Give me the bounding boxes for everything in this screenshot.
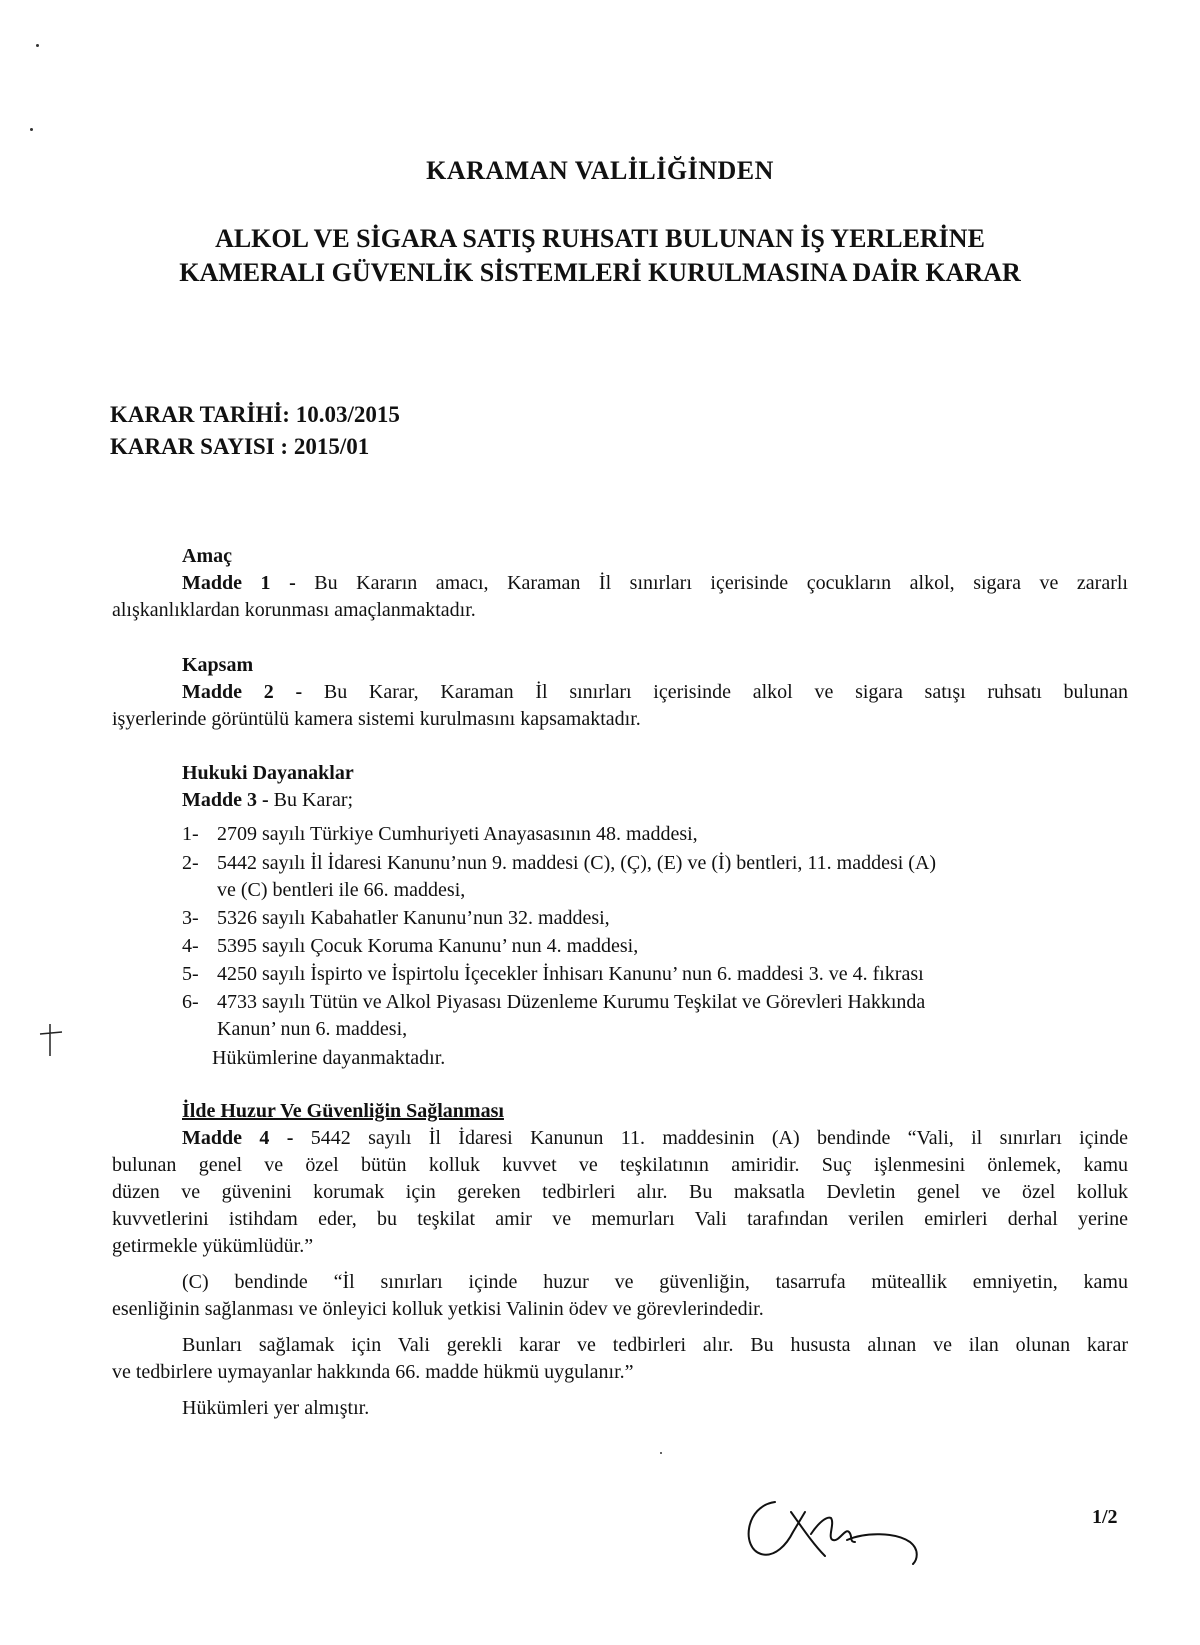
legal-basis-num: 2- [182,852,199,874]
scan-speck [660,1452,662,1454]
article-2-text: Bu Karar, Karaman İl sınırları içerisinde alkol ve sigara satışı ruhsatı bulunan [323,681,1128,703]
legal-basis-item: 5395 sayılı Çocuk Koruma Kanunu’ nun 4. maddesi, [217,935,639,957]
paragraph-c-line-1: (C) bendinde “İl sınırları içinde huzur ve güvenliğin, tasarrufa müteallik emniyetin, kamu [182,1271,1128,1293]
section-heading-huzur: İlde Huzur Ve Güvenliğin Sağlanması [182,1100,504,1122]
article-2-line-2: işyerlerinde görüntülü kamera sistemi kurulmasını kapsamaktadır. [112,708,641,730]
legal-basis-item: 5442 sayılı İl İdaresi Kanunu’nun 9. maddesi (C), (Ç), (E) ve (İ) bentleri, 11. maddesi (A) [217,852,937,874]
legal-basis-num: 4- [182,935,199,957]
decision-number [110,434,369,460]
legal-basis-item-cont: ve (C) bentleri ile 66. maddesi, [217,879,466,901]
scan-speck [30,128,33,131]
paragraph-3-line-2: ve tedbirlere uymayanlar hakkında 66. madde hükmü uygulanır.” [112,1361,634,1383]
article-4-line-4: kuvvetlerini istihdam eder, bu teşkilat amir ve memurları Vali tarafından verilen emirleri derhal yerine [112,1208,1128,1230]
legal-basis-item: 4733 sayılı Tütün ve Alkol Piyasası Düzenleme Kurumu Teşkilat ve Görevleri Hakkında [217,991,926,1013]
paragraph-c-line-2: esenliğinin sağlanması ve önleyici kolluk yetkisi Valinin ödev ve görevlerindedir. [112,1298,764,1320]
article-1-line-2: alışkanlıklardan korunması amaçlanmaktadır. [112,599,476,621]
article-4-line-2: bulunan genel ve özel bütün kolluk kuvvet ve teşkilatının amiridir. Suç işlenmesini önlemek, kamu [112,1154,1128,1176]
scan-speck [36,44,39,47]
section-heading-hukuki: Hukuki Dayanaklar [182,762,354,784]
article-3-intro: Bu Karar; [273,789,354,811]
signature [735,1492,935,1572]
section-heading-kapsam: Kapsam [182,654,254,676]
authority-heading: KARAMAN VALİLİĞİNDEN [426,156,774,185]
article-1-line-1 [182,572,1128,595]
article-4-line-1 [182,1127,1128,1150]
legal-basis-item: 4250 sayılı İspirto ve İspirtolu İçecekler İnhisarı Kanunu’ nun 6. maddesi 3. ve 4. fıkrası [217,963,924,985]
decision-date-value: 10.03/2015 [295,402,400,427]
legal-basis-item: 5326 sayılı Kabahatler Kanunu’nun 32. maddesi, [217,907,610,929]
document-title [0,222,1200,290]
title-line-2: KAMERALI GÜVENLİK SİSTEMLERİ KURULMASINA DAİR KARAR [179,258,1021,287]
article-1-label: Madde 1 - [182,572,296,594]
decision-date [110,402,400,428]
article-4-line-3: düzen ve güvenini korumak için gereken tedbirleri alır. Bu maksatla Devletin genel ve özel kolluk [112,1181,1128,1203]
article-3-line [182,789,353,812]
section-heading-amac: Amaç [182,545,232,567]
article-4-label: Madde 4 - [182,1127,294,1149]
decision-date-label: KARAR TARİHİ: [110,402,290,427]
legal-basis-closing: Hükümlerine dayanmaktadır. [212,1047,446,1069]
article-1-text: Bu Kararın amacı, Karaman İl sınırları içerisinde çocukların alkol, sigara ve zararlı [314,572,1128,594]
legal-basis-item: 2709 sayılı Türkiye Cumhuriyeti Anayasasının 48. maddesi, [217,823,698,845]
article-4-line-5: getirmekle yükümlüdür.” [112,1235,314,1257]
legal-basis-num: 1- [182,823,199,845]
closing-statement: Hükümleri yer almıştır. [182,1397,370,1419]
paragraph-3-line-1: Bunları sağlamak için Vali gerekli karar ve tedbirleri alır. Bu hususta alınan ve ilan olunan karar [182,1334,1128,1356]
article-4-text: 5442 sayılı İl İdaresi Kanunun 11. maddesinin (A) bendinde “Vali, il sınırları içinde [310,1127,1128,1149]
margin-mark [36,1020,66,1060]
legal-basis-num: 6- [182,991,199,1013]
legal-basis-item-cont: Kanun’ nun 6. maddesi, [217,1018,408,1040]
article-2-line-1 [182,681,1128,704]
legal-basis-num: 5- [182,963,199,985]
decision-number-value: 2015/01 [293,434,370,459]
decision-number-label: KARAR SAYISI : [110,434,289,459]
page-number: 1/2 [1092,1506,1118,1528]
legal-basis-num: 3- [182,907,199,929]
title-line-1: ALKOL VE SİGARA SATIŞ RUHSATI BULUNAN İŞ YERLERİNE [215,224,985,253]
article-3-label: Madde 3 - [182,789,269,811]
article-2-label: Madde 2 - [182,681,303,703]
